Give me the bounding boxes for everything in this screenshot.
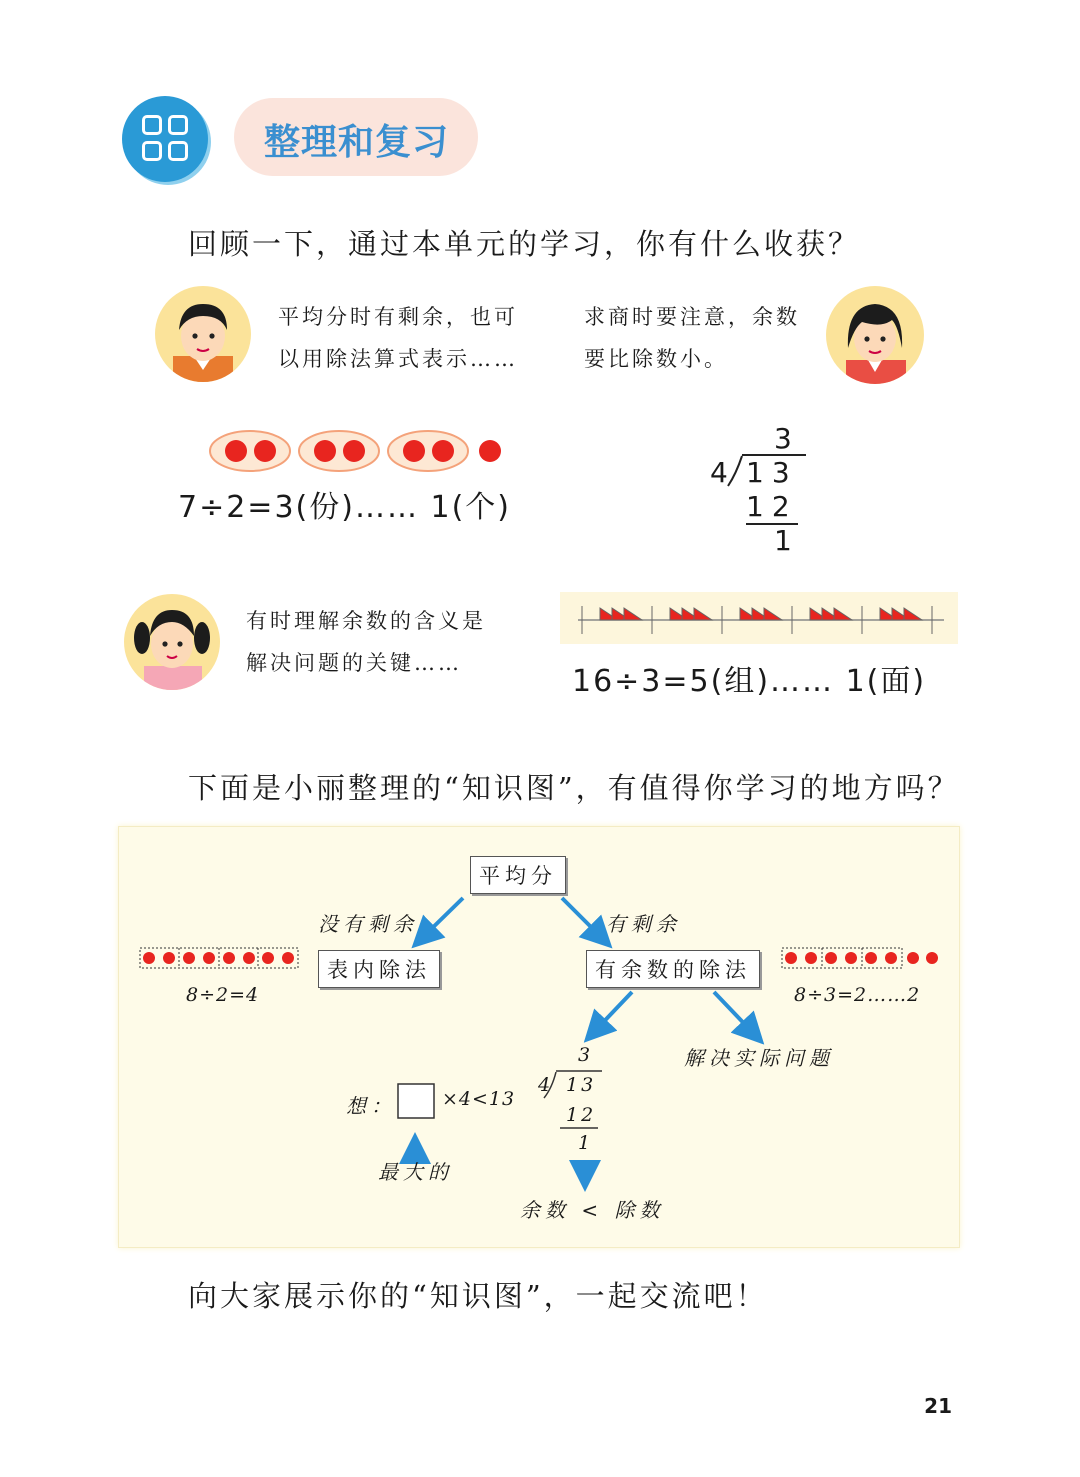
example-8-div-2: 8÷2=4 xyxy=(186,984,260,1006)
page-number: 21 xyxy=(924,1394,952,1418)
label-with-remainder: 有剩余 xyxy=(606,912,681,936)
map-div-remainder: 1 xyxy=(578,1132,592,1154)
ld1-product: 12 xyxy=(746,490,798,523)
ld1-dividend: 13 xyxy=(746,456,798,489)
map-div-quotient: 3 xyxy=(578,1044,592,1066)
page-title: 整理和复习 xyxy=(264,121,450,163)
boy-avatar xyxy=(155,286,251,382)
ld1-divisor: 4 xyxy=(710,456,728,489)
map-div-product: 12 xyxy=(566,1104,597,1126)
node-table-division: 表内除法 xyxy=(318,950,440,988)
equation-16-div-3: 16÷3=5(组)…… 1(面) xyxy=(572,664,927,699)
question-review: 回顾一下，通过本单元的学习，你有什么收获？ xyxy=(188,227,861,261)
girl-avatar-1 xyxy=(826,286,924,384)
remainder-rule: 余数 < 除数 xyxy=(520,1198,665,1222)
map-arrows xyxy=(118,826,958,1246)
node-average-division: 平均分 xyxy=(470,856,566,894)
example-8-div-3: 8÷3=2……2 xyxy=(794,984,921,1006)
girl-speech-1: 求商时要注意，余数 要比除数小。 xyxy=(584,305,800,371)
node-division-with-remainder: 有余数的除法 xyxy=(586,950,760,988)
label-no-remainder: 没有剩余 xyxy=(318,912,418,936)
unit-badge-icon xyxy=(122,96,208,182)
label-solve-problems: 解决实际问题 xyxy=(684,1046,834,1070)
closing-prompt: 向大家展示你的“知识图”，一起交流吧！ xyxy=(188,1279,768,1313)
dot-groups xyxy=(205,424,515,478)
think-expression: ×4<13 xyxy=(442,1088,516,1110)
girl-speech-2: 有时理解余数的含义是 解决问题的关键…… xyxy=(246,609,486,675)
ld1-quotient: 3 xyxy=(774,422,792,455)
equation-7-div-2: 7÷2=3(份)…… 1(个) xyxy=(178,490,511,525)
boy-speech: 平均分时有剩余，也可 以用除法算式表示…… xyxy=(278,305,518,371)
flag-strip xyxy=(560,592,958,644)
girl-avatar-2 xyxy=(124,594,220,690)
ld1-remainder: 1 xyxy=(774,524,792,557)
long-division-1 xyxy=(706,420,816,560)
question-knowledge-map: 下面是小丽整理的“知识图”，有值得你学习的地方吗？ xyxy=(188,771,960,805)
map-div-divisor: 4 xyxy=(538,1074,552,1096)
map-div-dividend: 13 xyxy=(566,1074,597,1096)
think-label: 想： xyxy=(346,1094,396,1118)
label-largest: 最大的 xyxy=(378,1160,453,1184)
